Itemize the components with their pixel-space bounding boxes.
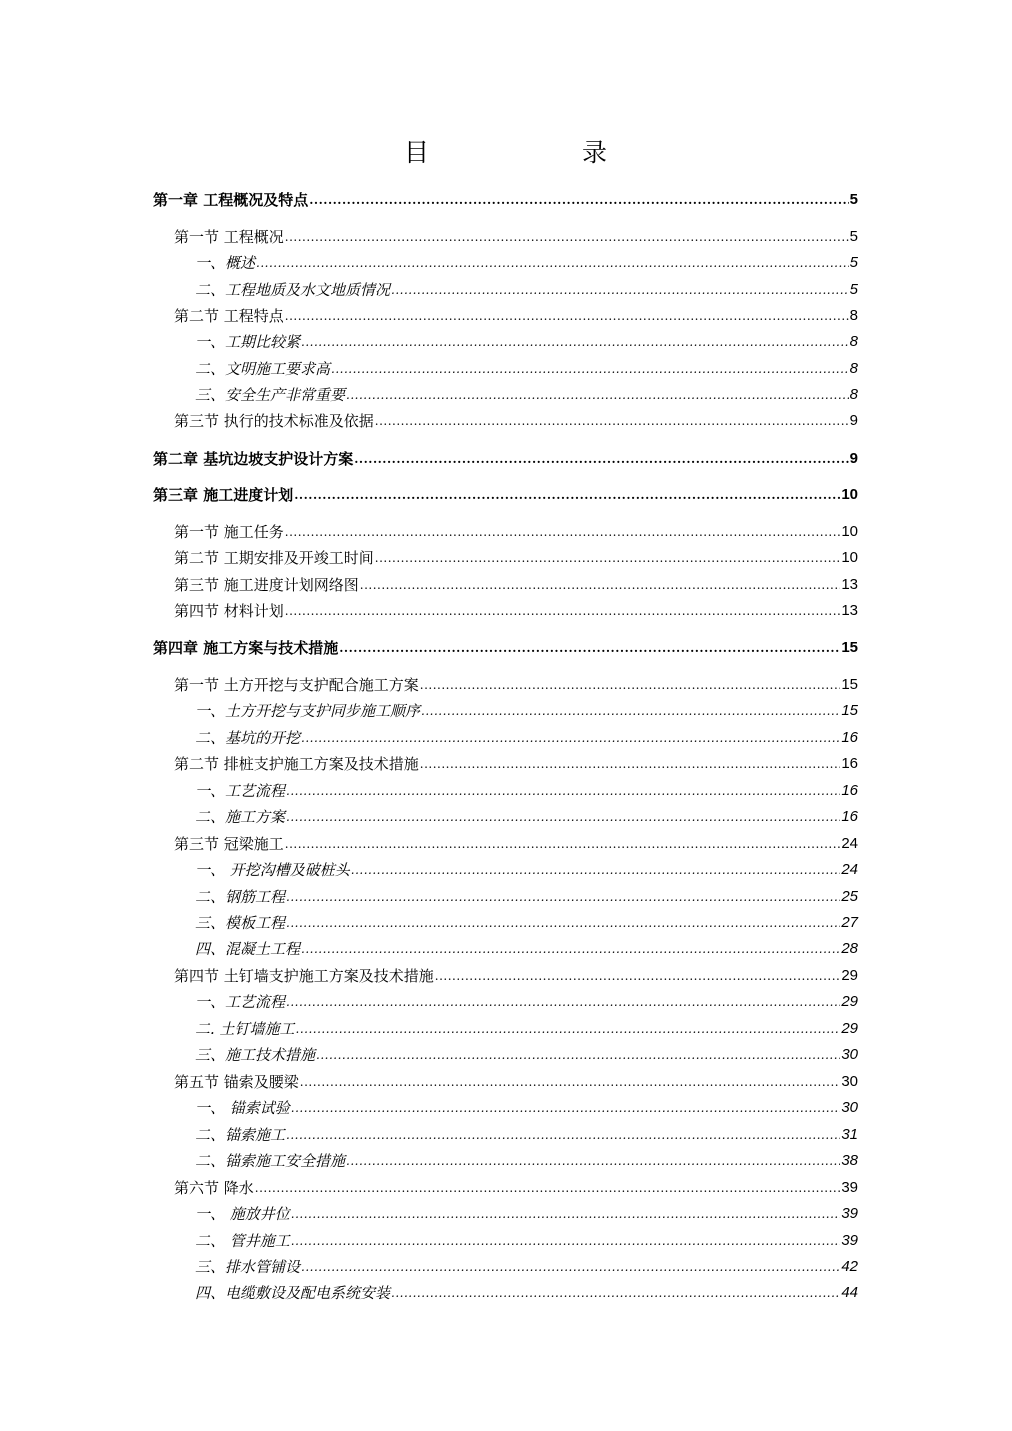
toc-entry-page-number: 38	[841, 1152, 858, 1169]
toc-dot-leader	[291, 1099, 841, 1117]
toc-entry-label: 一、 锚索试验	[195, 1099, 290, 1117]
toc-section-entry[interactable]	[174, 831, 858, 853]
toc-dot-leader	[435, 967, 841, 985]
toc-subsection-entry[interactable]	[195, 1280, 858, 1302]
toc-section-entry[interactable]	[174, 519, 858, 541]
toc-entry-label: 二、施工方案	[195, 808, 286, 826]
toc-subsection-entry[interactable]	[195, 698, 858, 720]
toc-entry-label: 第四节 土钉墙支护施工方案及技术措施	[174, 967, 434, 985]
toc-entry-label: 第五节 锚索及腰梁	[174, 1073, 299, 1091]
toc-entry-label: 第六节 降水	[174, 1179, 254, 1197]
toc-dot-leader	[286, 782, 840, 800]
toc-entry-label: 二、 管井施工	[195, 1232, 290, 1250]
toc-entry-label: 二、钢筋工程	[195, 888, 286, 906]
toc-subsection-entry[interactable]	[195, 778, 858, 800]
toc-subsection-entry[interactable]	[195, 1095, 858, 1117]
toc-entry-label: 第二节 排桩支护施工方案及技术措施	[174, 755, 419, 773]
toc-entry-label: 第三节 冠梁施工	[174, 835, 284, 853]
toc-entry-label: 第三章 施工进度计划	[153, 486, 294, 504]
toc-dot-leader	[346, 1152, 840, 1170]
toc-entry-label: 一、工艺流程	[195, 993, 286, 1011]
toc-entry-page-number: 16	[841, 782, 858, 799]
toc-subsection-entry[interactable]	[195, 250, 858, 272]
toc-entry-page-number: 5	[849, 228, 858, 245]
toc-subsection-entry[interactable]	[195, 277, 858, 299]
toc-section-entry[interactable]	[174, 751, 858, 773]
toc-entry-page-number: 5	[849, 254, 858, 271]
toc-entry-label: 二、基坑的开挖	[195, 729, 301, 747]
toc-chapter-entry[interactable]	[153, 446, 858, 468]
toc-entry-label: 三、安全生产非常重要	[195, 386, 346, 404]
toc-subsection-entry[interactable]	[195, 1122, 858, 1144]
toc-subsection-entry[interactable]	[195, 329, 858, 351]
toc-entry-label: 二、文明施工要求高	[195, 360, 331, 378]
toc-dot-leader	[291, 1205, 841, 1223]
toc-dot-leader	[301, 333, 849, 351]
toc-entry-label: 第四章 施工方案与技术措施	[153, 639, 339, 657]
toc-entry-page-number: 30	[841, 1046, 858, 1063]
toc-entry-page-number: 9	[849, 450, 858, 467]
toc-entry-label: 一、 施放井位	[195, 1205, 290, 1223]
toc-entry-label: 第二节 工期安排及开竣工时间	[174, 549, 374, 567]
toc-dot-leader	[300, 1073, 841, 1091]
toc-entry-page-number: 30	[841, 1099, 858, 1116]
toc-entry-page-number: 29	[841, 967, 858, 984]
toc-dot-leader	[375, 412, 849, 430]
toc-entry-page-number: 27	[841, 914, 858, 931]
toc-subsection-entry[interactable]	[195, 1201, 858, 1223]
toc-entry-page-number: 39	[841, 1179, 858, 1196]
toc-entry-page-number: 31	[841, 1126, 858, 1143]
toc-entry-page-number: 8	[849, 333, 858, 350]
toc-dot-leader	[301, 1258, 840, 1276]
toc-entry-label: 第三节 执行的技术标准及依据	[174, 412, 374, 430]
toc-entry-label: 第四节 材料计划	[174, 602, 284, 620]
toc-entry-page-number: 9	[849, 412, 858, 429]
toc-entry-label: 一、工艺流程	[195, 782, 286, 800]
toc-entry-label: 二、工程地质及水文地质情况	[195, 281, 391, 299]
toc-subsection-entry[interactable]	[195, 1042, 858, 1064]
toc-subsection-entry[interactable]	[195, 1254, 858, 1276]
toc-entry-label: 一、 开挖沟槽及破桩头	[195, 861, 350, 879]
toc-section-entry[interactable]	[174, 545, 858, 567]
toc-subsection-entry[interactable]	[195, 1228, 858, 1250]
toc-entry-label: 第一节 土方开挖与支护配合施工方案	[174, 676, 419, 694]
toc-section-entry[interactable]	[174, 408, 858, 430]
toc-entry-label: 四、电缆敷设及配电系统安装	[195, 1284, 391, 1302]
toc-entry-label: 第二章 基坑边坡支护设计方案	[153, 450, 354, 468]
toc-dot-leader	[301, 940, 840, 958]
toc-entry-label: 第一章 工程概况及特点	[153, 191, 309, 209]
toc-dot-leader	[256, 254, 849, 272]
toc-dot-leader	[296, 1020, 841, 1038]
toc-entry-page-number: 16	[841, 808, 858, 825]
toc-dot-leader	[285, 307, 849, 325]
toc-subsection-entry[interactable]	[195, 989, 858, 1011]
toc-section-entry[interactable]	[174, 963, 858, 985]
toc-subsection-entry[interactable]	[195, 936, 858, 958]
toc-entry-label: 二、锚索施工	[195, 1126, 286, 1144]
toc-section-entry[interactable]	[174, 598, 858, 620]
toc-chapter-entry[interactable]	[153, 482, 858, 504]
toc-subsection-entry[interactable]	[195, 804, 858, 826]
toc-dot-leader	[391, 281, 849, 299]
toc-entry-label: 第一节 工程概况	[174, 228, 284, 246]
toc-section-entry[interactable]	[174, 303, 858, 325]
toc-section-entry[interactable]	[174, 1175, 858, 1197]
toc-entry-page-number: 25	[841, 888, 858, 905]
toc-dot-leader	[346, 386, 849, 404]
toc-entry-page-number: 30	[841, 1073, 858, 1090]
toc-dot-leader	[286, 808, 840, 826]
toc-dot-leader	[354, 450, 848, 468]
toc-entry-page-number: 29	[841, 993, 858, 1010]
toc-subsection-entry[interactable]	[195, 1148, 858, 1170]
toc-dot-leader	[351, 861, 841, 879]
toc-dot-leader	[375, 549, 841, 567]
toc-dot-leader	[286, 888, 840, 906]
toc-title-left: 目	[404, 138, 430, 167]
toc-entry-page-number: 39	[841, 1232, 858, 1249]
toc-dot-leader	[285, 602, 841, 620]
toc-dot-leader	[421, 702, 840, 720]
toc-dot-leader	[420, 755, 841, 773]
toc-entry-page-number: 10	[841, 486, 858, 503]
toc-entry-page-number: 15	[841, 702, 858, 719]
toc-entry-page-number: 5	[849, 191, 858, 208]
toc-dot-leader	[285, 228, 849, 246]
toc-entry-page-number: 29	[841, 1020, 858, 1037]
toc-dot-leader	[291, 1232, 841, 1250]
toc-dot-leader	[339, 639, 840, 657]
toc-entry-page-number: 10	[841, 549, 858, 566]
toc-chapter-entry[interactable]	[153, 635, 858, 657]
toc-dot-leader	[255, 1179, 841, 1197]
toc-subsection-entry[interactable]	[195, 356, 858, 378]
toc-entry-page-number: 13	[841, 602, 858, 619]
toc-section-entry[interactable]	[174, 1069, 858, 1091]
toc-section-entry[interactable]	[174, 572, 858, 594]
toc-entry-label: 一、土方开挖与支护同步施工顺序	[195, 702, 421, 720]
toc-dot-leader	[360, 576, 841, 594]
toc-entry-page-number: 5	[849, 281, 858, 298]
toc-entry-page-number: 24	[841, 835, 858, 852]
toc-dot-leader	[285, 835, 841, 853]
toc-title-right: 录	[582, 138, 608, 167]
toc-entry-label: 一、工期比较紧	[195, 333, 301, 351]
toc-entry-page-number: 10	[841, 523, 858, 540]
toc-entry-label: 第二节 工程特点	[174, 307, 284, 325]
toc-entry-page-number: 28	[841, 940, 858, 957]
toc-entry-page-number: 16	[841, 755, 858, 772]
toc-dot-leader	[301, 729, 840, 747]
toc-entry-label: 二、锚索施工安全措施	[195, 1152, 346, 1170]
toc-dot-leader	[286, 1126, 840, 1144]
toc-entry-label: 第一节 施工任务	[174, 523, 284, 541]
toc-dot-leader	[391, 1284, 840, 1302]
toc-entry-label: 三、模板工程	[195, 914, 286, 932]
toc-section-entry[interactable]	[174, 672, 858, 694]
toc-entry-label: 二. 土钉墙施工	[195, 1020, 295, 1038]
toc-subsection-entry[interactable]	[195, 910, 858, 932]
toc-entry-page-number: 44	[841, 1284, 858, 1301]
toc-subsection-entry[interactable]	[195, 857, 858, 879]
toc-entry-label: 三、施工技术措施	[195, 1046, 316, 1064]
toc-subsection-entry[interactable]	[195, 1016, 858, 1038]
toc-dot-leader	[309, 191, 848, 209]
toc-subsection-entry[interactable]	[195, 725, 858, 747]
toc-entry-page-number: 8	[849, 386, 858, 403]
toc-subsection-entry[interactable]	[195, 382, 858, 404]
toc-dot-leader	[331, 360, 849, 378]
toc-dot-leader	[420, 676, 841, 694]
toc-dot-leader	[286, 993, 840, 1011]
toc-subsection-entry[interactable]	[195, 884, 858, 906]
toc-entry-page-number: 13	[841, 576, 858, 593]
toc-entry-page-number: 8	[849, 360, 858, 377]
toc-entry-page-number: 16	[841, 729, 858, 746]
toc-dot-leader	[316, 1046, 840, 1064]
toc-entry-page-number: 24	[841, 861, 858, 878]
toc-entry-page-number: 39	[841, 1205, 858, 1222]
toc-dot-leader	[294, 486, 840, 504]
toc-entry-page-number: 42	[841, 1258, 858, 1275]
toc-entry-label: 三、排水管铺设	[195, 1258, 301, 1276]
toc-entry-page-number: 8	[849, 307, 858, 324]
toc-entry-page-number: 15	[841, 639, 858, 656]
toc-chapter-entry[interactable]	[153, 187, 858, 209]
toc-dot-leader	[286, 914, 840, 932]
toc-entry-page-number: 15	[841, 676, 858, 693]
toc-entry-label: 一、概述	[195, 254, 256, 272]
toc-section-entry[interactable]	[174, 224, 858, 246]
toc-entry-label: 四、混凝土工程	[195, 940, 301, 958]
toc-dot-leader	[285, 523, 841, 541]
toc-entry-label: 第三节 施工进度计划网络图	[174, 576, 359, 594]
